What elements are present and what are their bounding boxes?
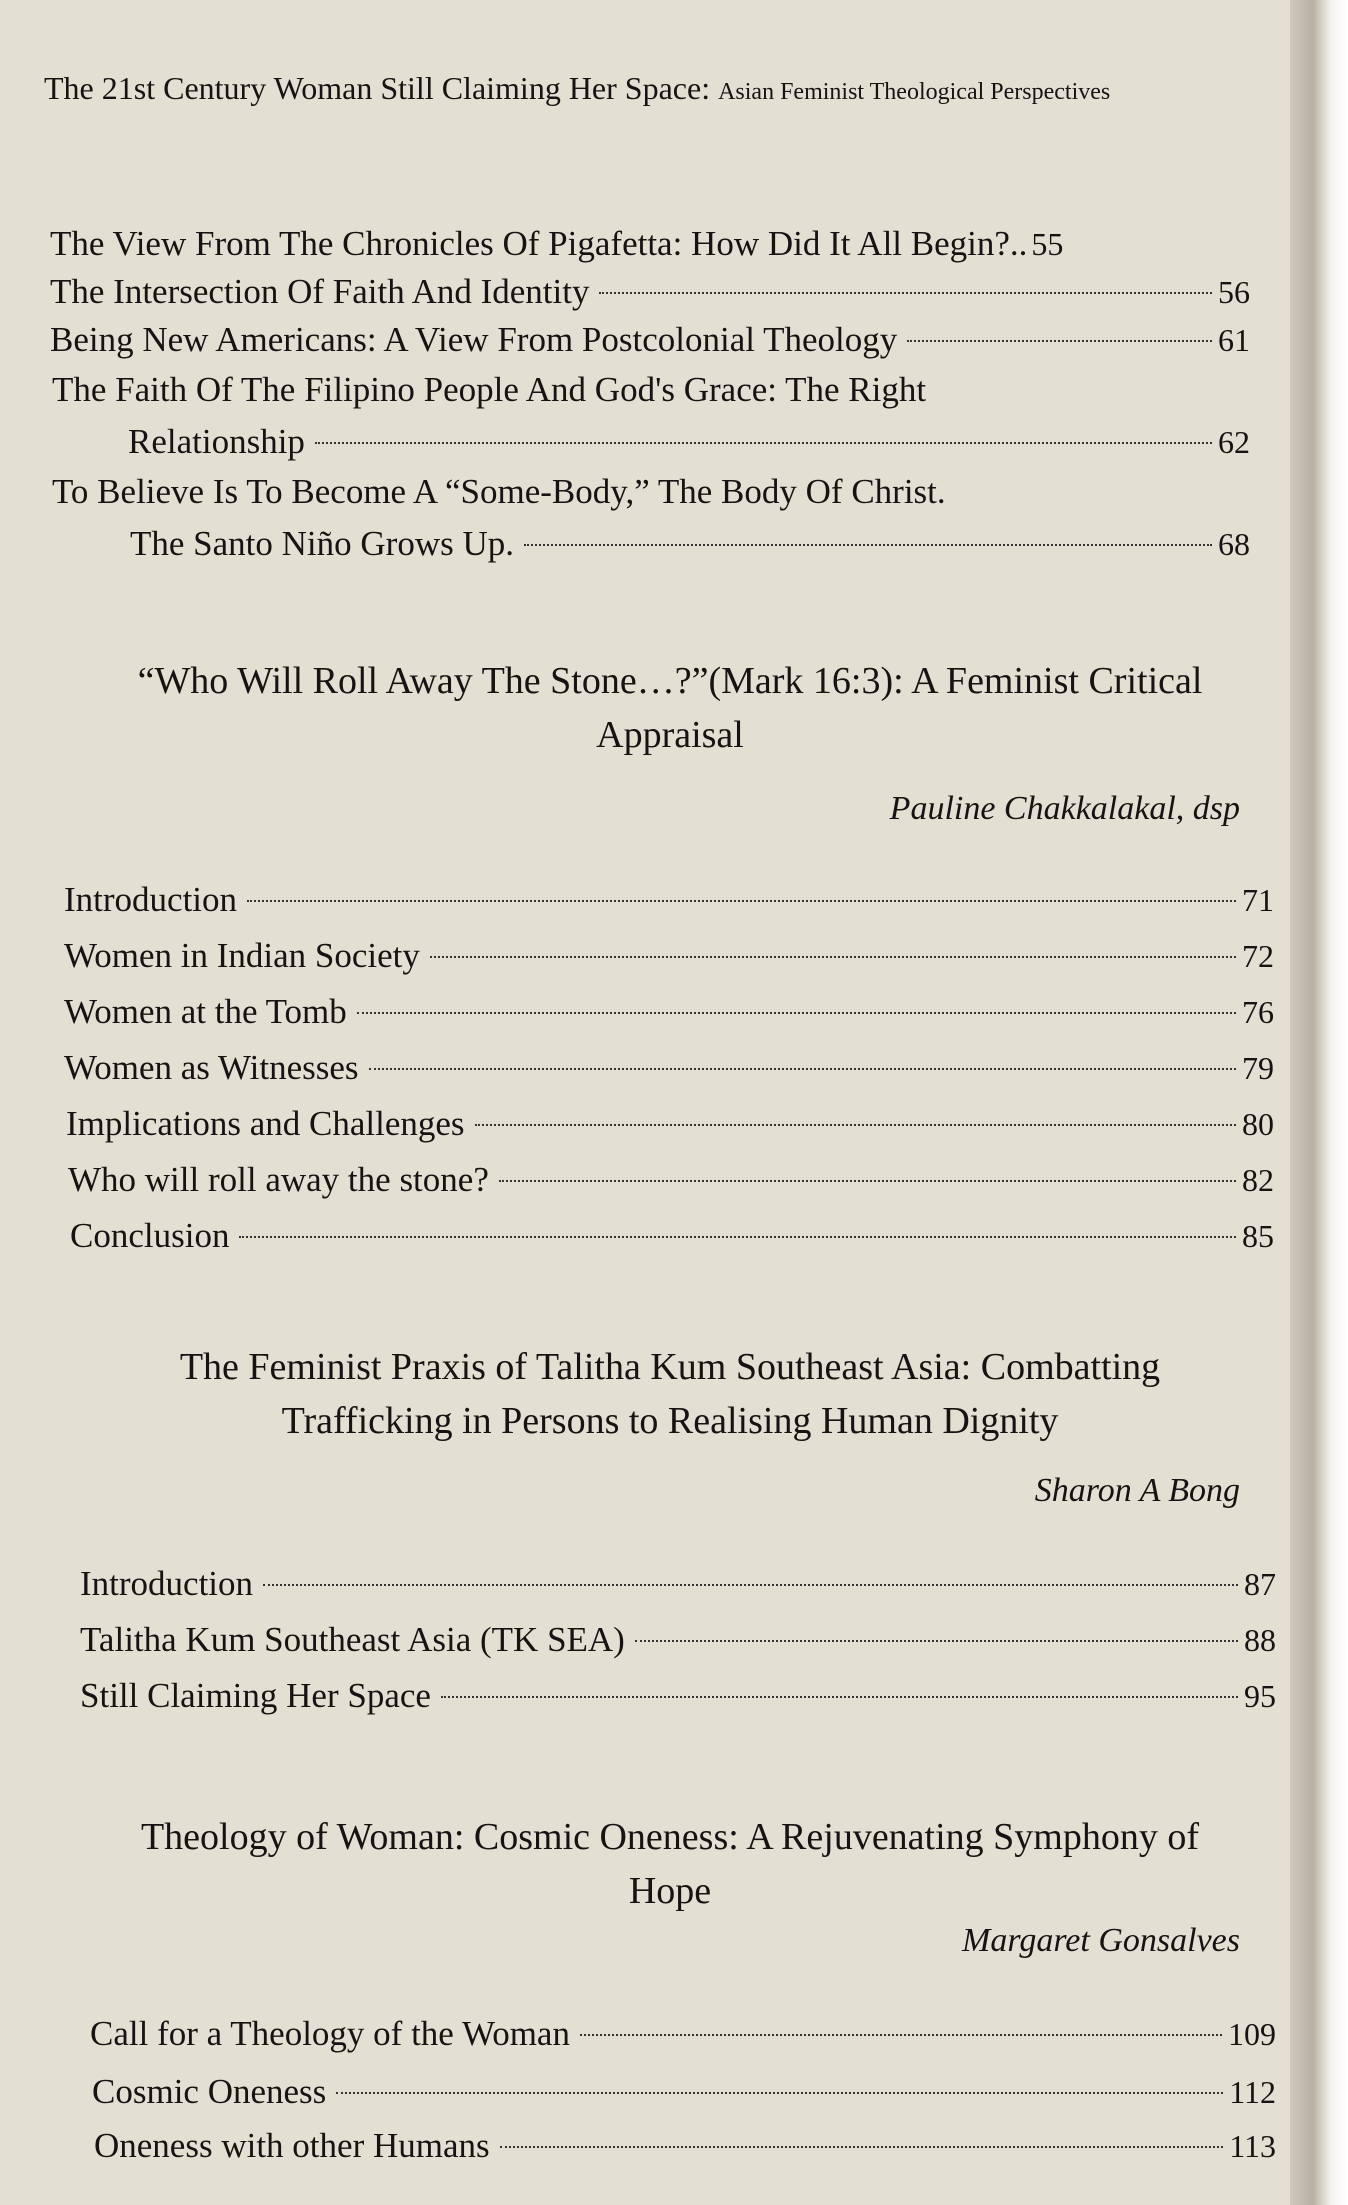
toc-entry <box>80 1560 1276 1608</box>
chapter-heading-line: Theology of Woman: Cosmic Oneness: A Rejuvenating Symphony of <box>140 1816 1200 1858</box>
dot-leader <box>369 1068 1236 1070</box>
toc-entry-page: 87 <box>1244 1566 1276 1602</box>
chapter-heading-line: The Feminist Praxis of Talitha Kum Southeast Asia: Combatting <box>179 1346 1161 1388</box>
toc-entry <box>80 1616 1276 1664</box>
toc-entry <box>64 932 1274 980</box>
dot-leader <box>441 1696 1238 1698</box>
dot-leader <box>580 2034 1222 2036</box>
running-head <box>44 70 1110 107</box>
toc-entry-page: 79 <box>1242 1050 1274 1086</box>
toc-entry-page: 76 <box>1242 994 1274 1030</box>
toc-entry-title: Who will roll away the stone? <box>68 1160 489 1199</box>
chapter-heading <box>40 654 1300 762</box>
toc-entry-page: 80 <box>1242 1106 1274 1142</box>
toc-entry-title: Introduction <box>64 880 238 919</box>
dot-leader <box>524 544 1212 546</box>
toc-entry-title: Talitha Kum Southeast Asia (TK SEA) <box>80 1620 625 1659</box>
chapter-author: Pauline Chakkalakal, dsp <box>889 790 1240 827</box>
toc-entry-page: 112 <box>1229 2074 1276 2110</box>
running-head-subtitle: Asian Feminist Theological Perspectives <box>718 79 1111 105</box>
dot-leader <box>499 1180 1236 1182</box>
dot-leader <box>500 2146 1224 2148</box>
toc-entry-page: 95 <box>1244 1678 1276 1714</box>
chapter-author: Sharon A Bong <box>1034 1472 1240 1509</box>
toc-entry <box>50 220 1250 268</box>
toc-entry-title: Women as Witnesses <box>64 1048 359 1087</box>
toc-entry-page: 72 <box>1242 938 1274 974</box>
dot-leader <box>357 1012 1236 1014</box>
chapter-heading <box>40 1340 1300 1448</box>
toc-entry-title: Implications and Challenges <box>66 1104 465 1143</box>
dot-leader <box>336 2092 1223 2094</box>
dot-leader <box>599 292 1212 294</box>
toc-entry <box>90 2010 1276 2058</box>
toc-entry-title: Women in Indian Society <box>64 936 420 975</box>
toc-entry <box>130 520 1250 568</box>
chapter-heading-line: Appraisal <box>596 714 744 756</box>
toc-entry <box>80 1672 1276 1720</box>
toc-entry <box>70 1212 1274 1260</box>
dot-leader <box>263 1584 1238 1586</box>
toc-entry-page: 88 <box>1244 1622 1276 1658</box>
toc-entry-title: Conclusion <box>70 1216 230 1255</box>
toc-entry-title: Oneness with other Humans <box>94 2126 490 2165</box>
toc-entry <box>50 316 1250 364</box>
toc-entry-title: To Believe Is To Become A “Some-Body,” The Body Of Christ. <box>52 472 946 511</box>
dot-leader <box>239 1236 1236 1238</box>
toc-entry <box>64 876 1274 924</box>
toc-entry <box>94 2122 1276 2170</box>
chapter-heading-line: “Who Will Roll Away The Stone…?”(Mark 16:3): A Feminist Critical <box>137 660 1203 702</box>
dot-leader <box>475 1124 1236 1126</box>
chapter-heading-line: Trafficking in Persons to Realising Human Dignity <box>281 1400 1059 1442</box>
running-head-title: The 21st Century Woman Still Claiming Her Space: <box>44 70 711 106</box>
dot-leader <box>430 956 1236 958</box>
toc-entry-page: 109 <box>1228 2016 1276 2052</box>
chapter-heading-line: Hope <box>628 1870 712 1912</box>
toc-entry-page: 68 <box>1218 526 1250 562</box>
toc-entry-title: Still Claiming Her Space <box>80 1676 431 1715</box>
toc-entry <box>64 988 1274 1036</box>
dot-leader <box>247 900 1236 902</box>
toc-entry-page: 62 <box>1218 424 1250 460</box>
toc-entry-title: The View From The Chronicles Of Pigafetta: How Did It All Begin?.. <box>50 224 1028 263</box>
toc-entry <box>64 1044 1274 1092</box>
toc-entry-page: 56 <box>1218 274 1250 310</box>
toc-entry-title: Being New Americans: A View From Postcolonial Theology <box>50 320 898 359</box>
toc-entry-page: 61 <box>1218 322 1250 358</box>
toc-entry-page: 85 <box>1242 1218 1274 1254</box>
toc-entry <box>92 2068 1276 2116</box>
toc-entry-title: The Faith Of The Filipino People And God's Grace: The Right <box>52 370 927 409</box>
toc-entry-page: 113 <box>1229 2128 1276 2164</box>
toc-entry-page: 71 <box>1242 882 1274 918</box>
toc-entry-page: 82 <box>1242 1162 1274 1198</box>
toc-entry-title: Women at the Tomb <box>64 992 347 1031</box>
toc-entry-page: 55 <box>1031 226 1064 262</box>
toc-entry <box>128 418 1250 466</box>
toc-entry-title-cont: The Santo Niño Grows Up. <box>130 524 514 563</box>
toc-entry-title: The Intersection Of Faith And Identity <box>50 272 590 311</box>
toc-entry-title: Introduction <box>80 1564 254 1603</box>
dot-leader <box>315 442 1212 444</box>
toc-entry-title: Call for a Theology of the Woman <box>90 2014 570 2053</box>
dot-leader <box>907 340 1212 342</box>
toc-entry <box>66 1100 1274 1148</box>
page-edge <box>1290 0 1348 2205</box>
dot-leader <box>635 1640 1238 1642</box>
toc-entry-title-cont: Relationship <box>128 422 305 461</box>
toc-entry <box>50 268 1250 316</box>
chapter-heading <box>40 1810 1300 1918</box>
toc-entry-title: Cosmic Oneness <box>92 2072 327 2111</box>
toc-entry <box>68 1156 1274 1204</box>
chapter-author: Margaret Gonsalves <box>962 1922 1240 1959</box>
